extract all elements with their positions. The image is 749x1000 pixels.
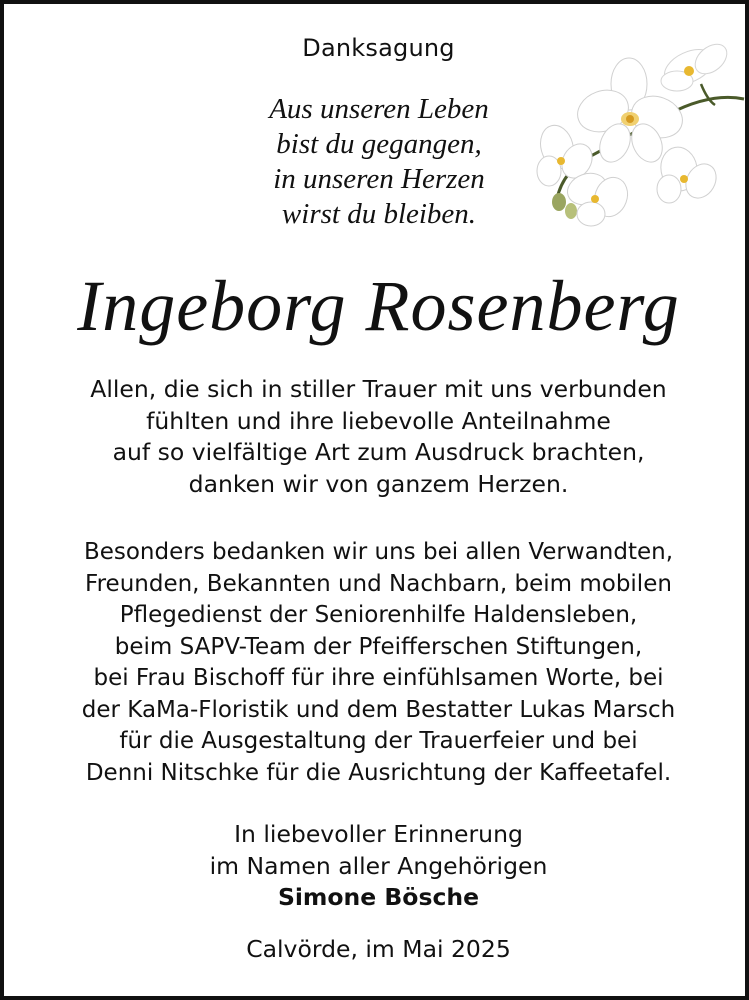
text-line: Denni Nitschke für die Ausrichtung der Kaffeetafel. <box>85 759 672 786</box>
orchid-flower <box>659 39 732 92</box>
text-line: fühlten und ihre liebevolle Anteilnahme <box>146 406 611 435</box>
special-thanks-paragraph <box>4 537 749 789</box>
closing-line: In liebevoller Erinnerung <box>234 820 523 848</box>
text-line: der KaMa-Floristik und dem Bestatter Lukas Marsch <box>81 696 676 723</box>
poem-line: in unseren Herzen <box>273 163 485 195</box>
place-date: Calvörde, im Mai 2025 <box>246 935 511 963</box>
text-line: für die Ausgestaltung der Trauerfeier und bei <box>119 728 638 754</box>
deceased-name: Ingeborg Rosenberg <box>77 266 680 346</box>
heading: Danksagung <box>302 34 455 62</box>
poem-line: Aus unseren Leben <box>269 93 489 125</box>
text-line: auf so vielfältige Art zum Ausdruck brachten, <box>112 438 645 466</box>
thanks-paragraph <box>4 374 749 500</box>
text-line: beim SAPV-Team der Pfeifferschen Stiftungen, <box>114 633 643 660</box>
orchid-image <box>529 39 749 234</box>
orchid-flower <box>657 144 722 203</box>
closing-line: im Namen aller Angehörigen <box>209 851 548 880</box>
poem <box>209 92 549 232</box>
text-line: bei Frau Bischoff für ihre einfühlsamen Worte, bei <box>93 665 664 691</box>
orchid-bud <box>565 203 577 219</box>
text-line: Allen, die sich in stiller Trauer mit uns verbunden <box>90 375 667 403</box>
signer-name: Simone Bösche <box>277 883 480 911</box>
orchid-bud <box>552 193 566 211</box>
text-line: Freunden, Bekannten und Nachbarn, beim mobilen <box>85 570 672 597</box>
text-line: danken wir von ganzem Herzen. <box>188 469 569 498</box>
closing-block <box>4 819 749 914</box>
text-line: Besonders bedanken wir uns bei allen Verwandten, <box>83 539 674 565</box>
text-line: Pflegedienst der Seniorenhilfe Haldensleben, <box>119 602 638 628</box>
poem-line: bist du gegangen, <box>276 128 482 160</box>
poem-line: wirst du bleiben. <box>281 198 477 230</box>
